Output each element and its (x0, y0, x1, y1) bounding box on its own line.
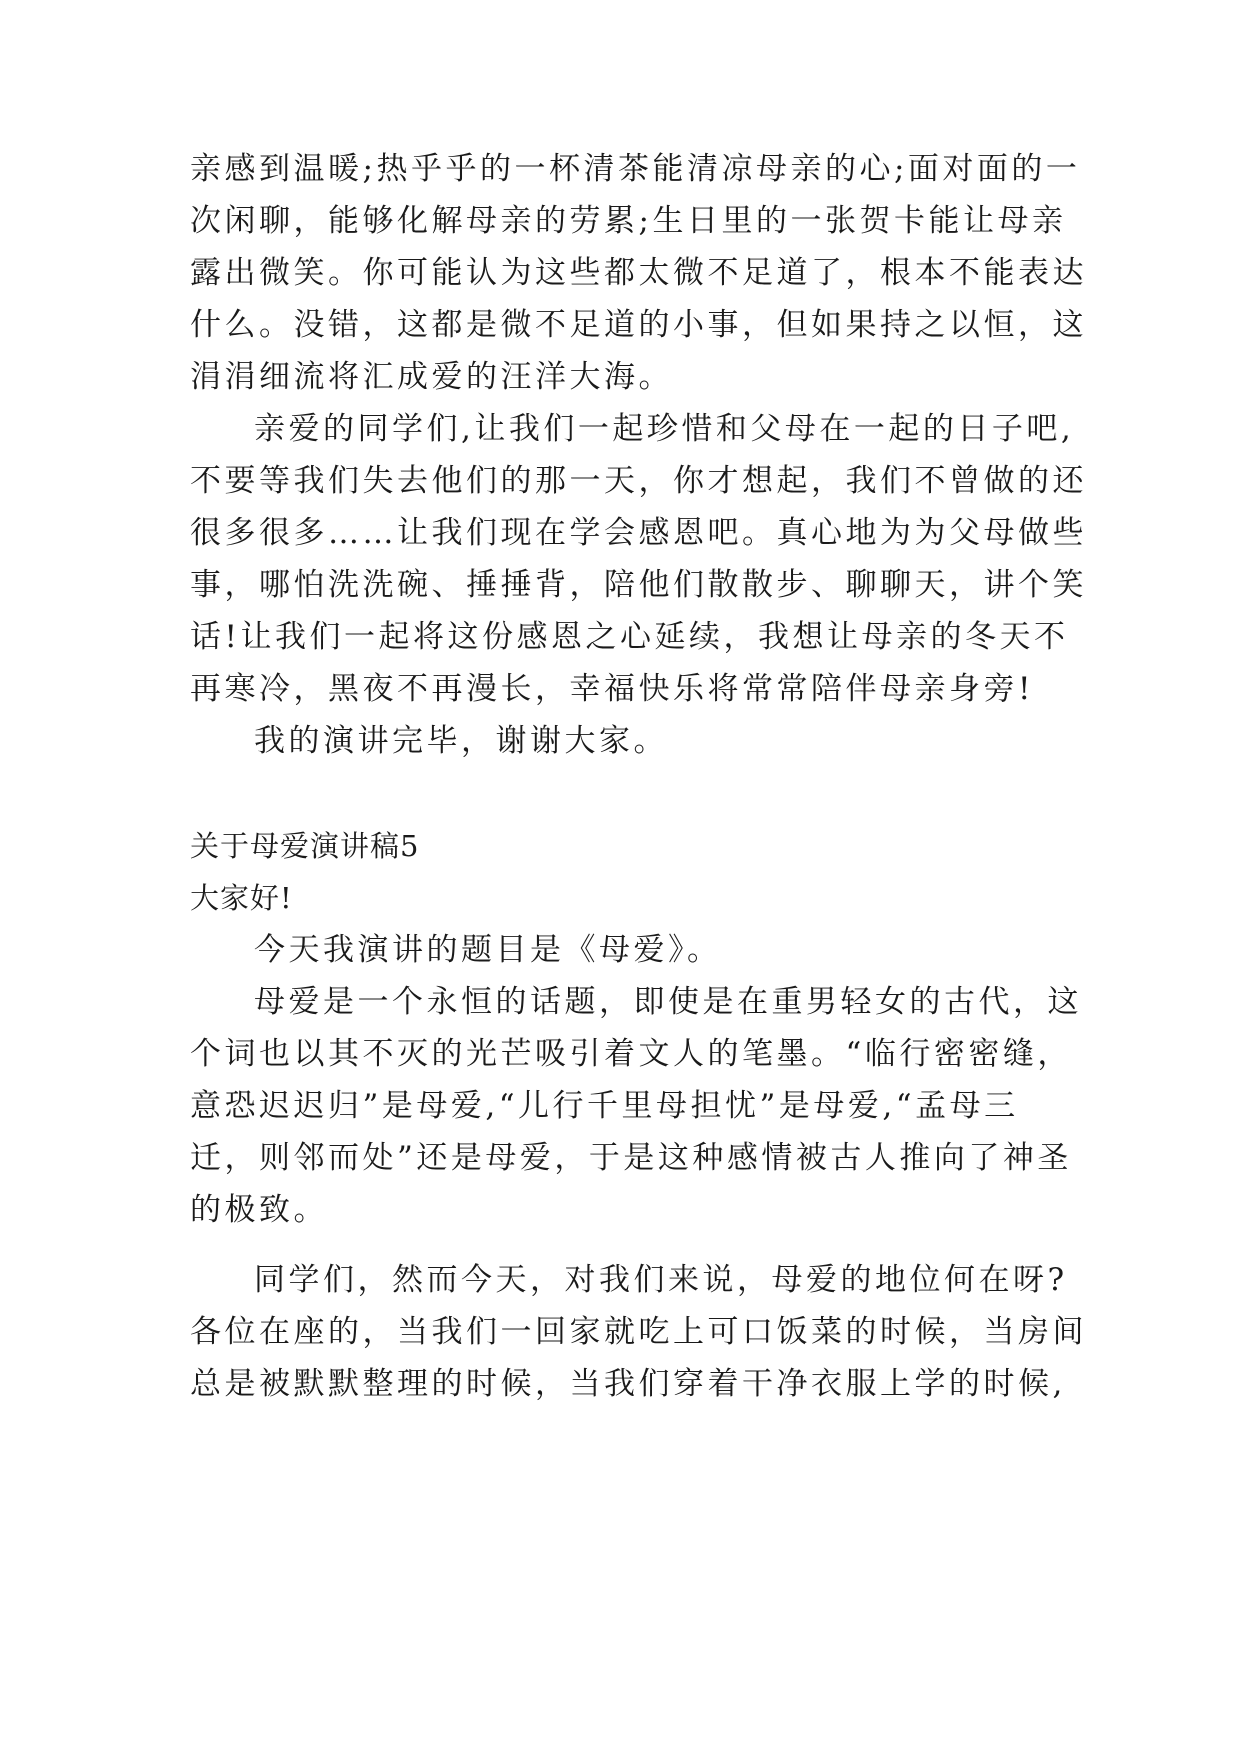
text-line: 事，哪怕洗洗碗、捶捶背，陪他们散散步、聊聊天，讲个笑 (190, 567, 1087, 603)
text-line: 迁，则邻而处”还是母爱，于是这种感情被古人推向了神圣 (190, 1140, 1072, 1176)
text-line: 次闲聊，能够化解母亲的劳累;生日里的一张贺卡能让母亲 (190, 203, 1067, 239)
text-line: 再寒冷，黑夜不再漫长，幸福快乐将常常陪伴母亲身旁! (190, 671, 1034, 707)
greeting: 大家好! (190, 881, 293, 915)
text-line: 各位在座的，当我们一回家就吃上可口饭菜的时候，当房间 (190, 1314, 1087, 1350)
text-line: 母爱是一个永恒的话题，即使是在重男轻女的古代，这 (254, 984, 1082, 1020)
text-line: 亲爱的同学们,让我们一起珍惜和父母在一起的日子吧, (254, 411, 1075, 447)
text-line: 总是被默默整理的时候，当我们穿着干净衣服上学的时候, (190, 1366, 1066, 1402)
text-line: 同学们，然而今天，对我们来说，母爱的地位何在呀? (254, 1262, 1068, 1298)
text-line: 亲感到温暖;热乎乎的一杯清茶能清凉母亲的心;面对面的一 (190, 151, 1081, 187)
text-line: 我的演讲完毕，谢谢大家。 (254, 723, 668, 759)
text-line: 今天我演讲的题目是《母爱》。 (254, 932, 722, 968)
text-line: 的极致。 (190, 1192, 328, 1228)
text-line: 话!让我们一起将这份感恩之心延续，我想让母亲的冬天不 (190, 619, 1069, 655)
text-line: 个词也以其不灭的光芒吸引着文人的笔墨。“临行密密缝， (190, 1036, 1072, 1072)
text-line: 什么。没错，这都是微不足道的小事，但如果持之以恒，这 (190, 307, 1087, 343)
text-line: 很多很多……让我们现在学会感恩吧。真心地为为父母做些 (190, 515, 1087, 551)
text-line: 露出微笑。你可能认为这些都太微不足道了，根本不能表达 (190, 255, 1087, 291)
text-line: 意恐迟迟归”是母爱,“儿行千里母担忧”是母爱,“孟母三 (190, 1088, 1019, 1124)
text-line: 涓涓细流将汇成爱的汪洋大海。 (190, 359, 673, 395)
section-title: 关于母爱演讲稿5 (190, 829, 420, 863)
text-line: 不要等我们失去他们的那一天，你才想起，我们不曾做的还 (190, 463, 1087, 499)
